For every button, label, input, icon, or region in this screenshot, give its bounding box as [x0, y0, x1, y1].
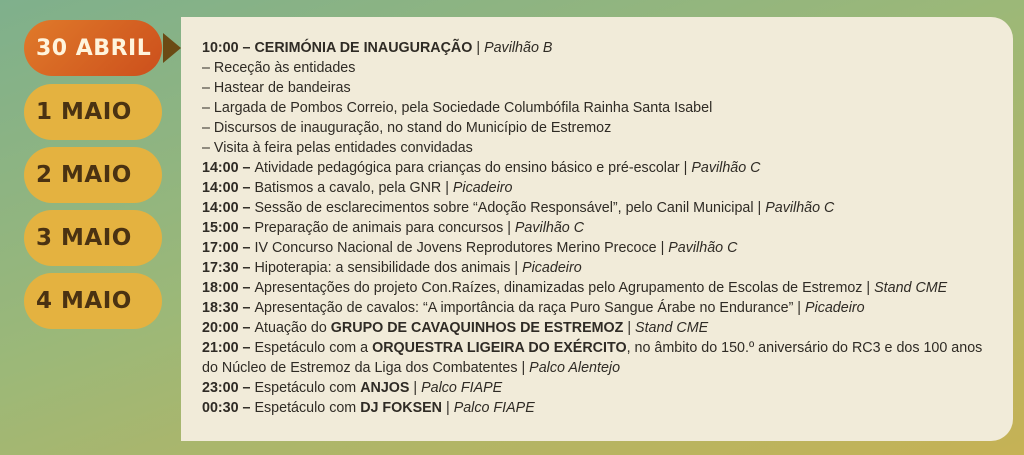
schedule-description: Batismos a cavalo, pela GNR |	[254, 180, 453, 196]
schedule-item	[202, 278, 1001, 298]
schedule-highlight: ANJOS	[360, 380, 410, 396]
schedule-description: Atividade pedagógica para crianças do ensino básico e pré-escolar |	[254, 160, 692, 176]
schedule-time: 15:00	[202, 220, 239, 236]
schedule-time: 18:00	[202, 280, 239, 296]
schedule-location: Picadeiro	[805, 300, 865, 316]
schedule-separator: –	[238, 380, 255, 396]
schedule-separator: –	[238, 300, 255, 316]
schedule-description: Atuação do	[254, 320, 331, 336]
schedule-location: Picadeiro	[522, 260, 582, 276]
schedule-separator: –	[238, 320, 255, 336]
schedule-time: 14:00	[202, 160, 239, 176]
schedule-location: Palco Alentejo	[529, 360, 621, 376]
schedule-highlight: ORQUESTRA LIGEIRA DO EXÉRCITO	[372, 340, 627, 356]
schedule-location: Palco FIAPE	[421, 380, 503, 396]
schedule-separator: –	[238, 220, 255, 236]
schedule-item	[202, 118, 1001, 138]
schedule-separator: –	[238, 280, 255, 296]
active-tab-arrow-icon	[163, 33, 181, 63]
schedule-highlight: DJ FOKSEN	[360, 400, 443, 416]
schedule-description-tail: |	[623, 320, 636, 336]
schedule-item	[202, 98, 1001, 118]
schedule-time: 23:00	[202, 380, 239, 396]
schedule-item	[202, 178, 1001, 198]
schedule-text: – Largada de Pombos Correio, pela Sociedade Columbófila Rainha Santa Isabel	[202, 100, 713, 116]
schedule-item	[202, 238, 1001, 258]
schedule-time: 20:00	[202, 320, 239, 336]
schedule-highlight: CERIMÓNIA DE INAUGURAÇÃO	[254, 40, 473, 56]
schedule-description: Espetáculo com	[254, 380, 361, 396]
schedule-item	[202, 38, 1001, 58]
schedule-item	[202, 258, 1001, 278]
schedule-time: 14:00	[202, 200, 239, 216]
schedule-location: Pavilhão C	[514, 220, 585, 236]
schedule-description: Hipoterapia: a sensibilidade dos animais |	[254, 260, 523, 276]
schedule-location: Picadeiro	[452, 180, 513, 196]
schedule-description: Espetáculo com a	[254, 340, 373, 356]
schedule-item	[202, 58, 1001, 78]
schedule-item	[202, 398, 1001, 418]
schedule-item	[202, 338, 1001, 378]
schedule-separator: –	[238, 260, 255, 276]
schedule-text: – Visita à feira pelas entidades convidadas	[202, 140, 473, 156]
schedule-item	[202, 158, 1001, 178]
tab-4-maio[interactable]: 4 MAIO	[24, 273, 162, 329]
schedule-location: Stand CME	[874, 280, 948, 296]
schedule-time: 21:00	[202, 340, 239, 356]
schedule-item	[202, 198, 1001, 218]
schedule-item	[202, 218, 1001, 238]
schedule-highlight: GRUPO DE CAVAQUINHOS DE ESTREMOZ	[330, 320, 624, 336]
schedule-time: 00:30	[202, 400, 239, 416]
schedule-description: Apresentação de cavalos: “A importância da raça Puro Sangue Árabe no Endurance” |	[254, 300, 805, 316]
schedule-location: Stand CME	[635, 320, 709, 336]
schedule-separator: –	[238, 200, 255, 216]
tab-1-maio[interactable]: 1 MAIO	[24, 84, 162, 140]
schedule-description: Apresentações do projeto Con.Raízes, dinamizadas pelo Agrupamento de Escolas de Estremoz |	[254, 280, 875, 296]
schedule-description-tail: |	[409, 380, 422, 396]
schedule-item	[202, 378, 1001, 398]
tab-30-abril[interactable]: 30 ABRIL	[24, 20, 162, 76]
schedule-location: Pavilhão C	[668, 240, 738, 256]
schedule-description: Preparação de animais para concursos |	[254, 220, 515, 236]
schedule-location: Palco FIAPE	[453, 400, 535, 416]
schedule-time: 14:00	[202, 180, 239, 196]
schedule-time: 17:00	[202, 240, 239, 256]
schedule-location: Pavilhão B	[484, 40, 553, 56]
schedule-location: Pavilhão C	[691, 160, 761, 176]
schedule-description-tail: |	[442, 400, 454, 416]
schedule-separator: –	[238, 340, 255, 356]
schedule-description-tail: |	[472, 40, 485, 56]
schedule-item	[202, 318, 1001, 338]
tab-3-maio[interactable]: 3 MAIO	[24, 210, 162, 266]
schedule-text: – Receção às entidades	[202, 60, 356, 76]
tab-2-maio[interactable]: 2 MAIO	[24, 147, 162, 203]
schedule-time: 17:30	[202, 260, 239, 276]
schedule-item	[202, 138, 1001, 158]
schedule-description: Sessão de esclarecimentos sobre “Adoção Responsável”, pelo Canil Municipal |	[254, 200, 766, 216]
schedule-description: IV Concurso Nacional de Jovens Reprodutores Merino Precoce |	[254, 240, 669, 256]
schedule-text: – Hastear de bandeiras	[202, 80, 351, 96]
schedule-description-tail: , no âmbito do 150.º aniversário do RC3 e dos 100 anos do Núcleo de Estremoz da Liga dos Combatentes |	[202, 340, 983, 376]
schedule-time: 10:00	[202, 40, 239, 56]
schedule-text: – Discursos de inauguração, no stand do Município de Estremoz	[202, 120, 612, 136]
schedule-item	[202, 78, 1001, 98]
schedule-time: 18:30	[202, 300, 239, 316]
schedule-separator: –	[238, 180, 255, 196]
schedule-location: Pavilhão C	[765, 200, 835, 216]
schedule-item	[202, 298, 1001, 318]
schedule-separator: –	[238, 240, 255, 256]
schedule-description: Espetáculo com	[254, 400, 361, 416]
schedule-panel	[181, 17, 1013, 441]
schedule-separator: –	[238, 400, 255, 416]
schedule-separator: –	[238, 160, 255, 176]
schedule-separator: –	[238, 40, 255, 56]
day-tabs	[0, 0, 180, 455]
